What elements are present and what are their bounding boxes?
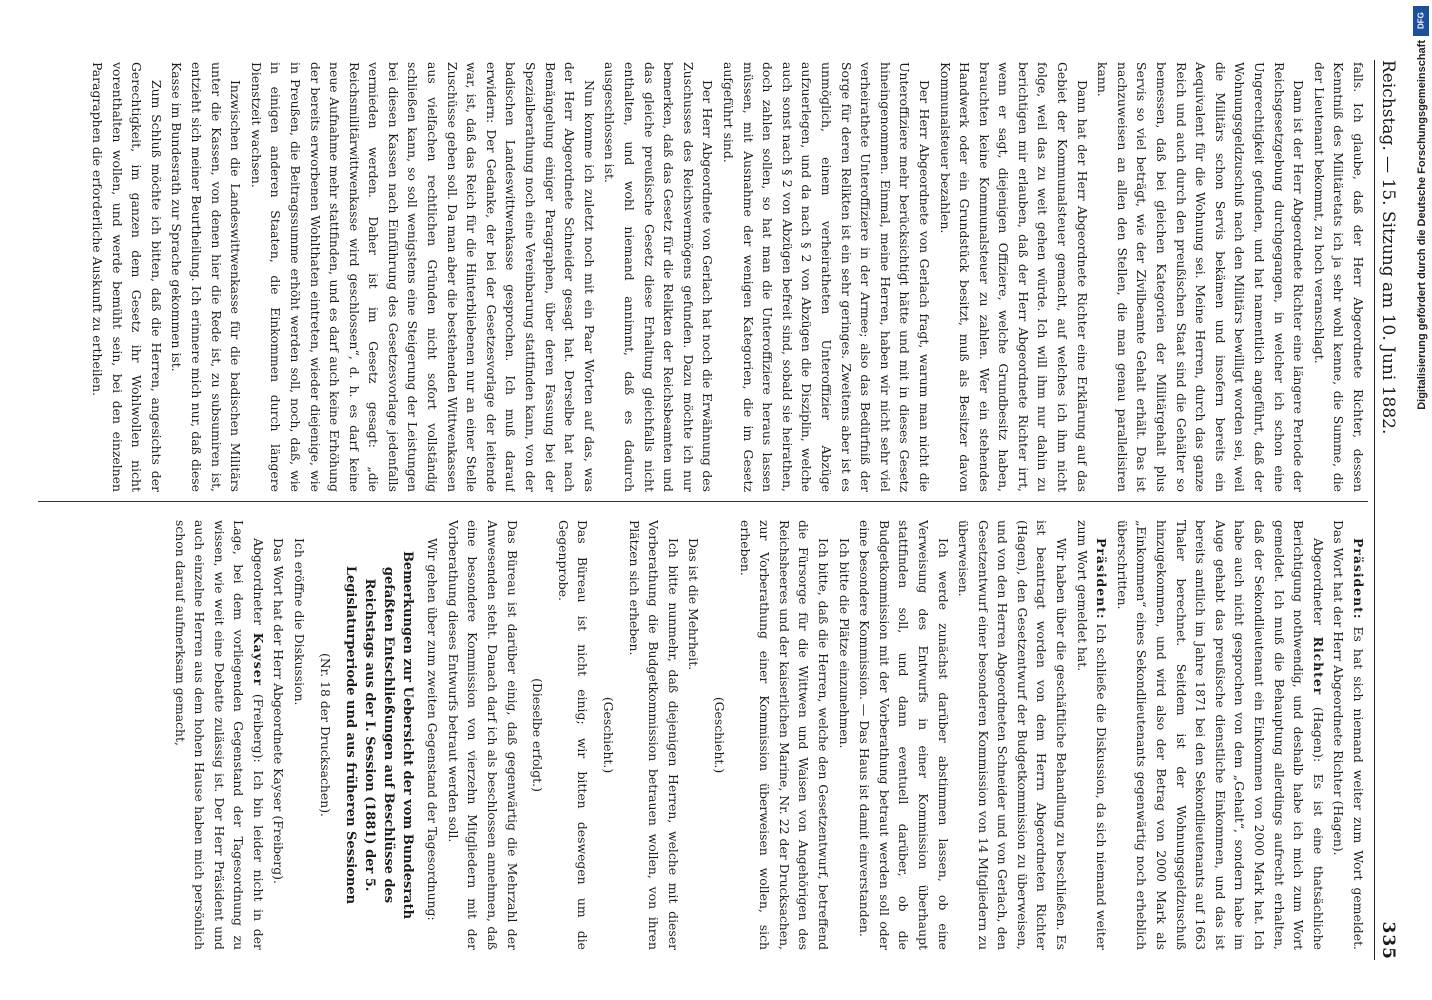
paragraph: Das Büreau ist nicht einig; wir bitten deswegen um die Gegenprobe. xyxy=(555,520,591,950)
running-title: Reichstag. — 15. Sitzung am 10. Juni 1882. xyxy=(1378,60,1398,435)
paragraph: Nun komme ich zuletzt noch mit ein Paar Worten auf das, was der Herr Abgeordnete Schneider gesagt hat. Derselbe hat nach Bemängelung einiger Paragraphen, über deren Fassung bei der Spezialberathung noch eine Vereinbarung stattfinden kann, von der badischen Landeswittwenkasse gesprochen. Ich muß darauf erwidern: Der Gedanke, der bei der Gesetzesvorlage der leitende war, ist, daß das Reich für die Hinterbliebenen nur an einer Stelle Zuschüsse geben soll. Da man aber die bestehenden Wittwenkassen aus vielfachen rechtlichen Gründen nicht sofort vollständig schließen kann, so soll wenigstens eine Steigerung der Leistungen bei diesen Kassen nach Einführung des Gesetzesvorlage jedenfalls vermieden werden. Daher ist im Gesetz gesagt: „die Reichsmilitärwittwenkasse wird geschlossen“, d. h. es darf keine neue Aufnahme mehr stattfinden, und es darf auch keine Erhöhung der bereits erworbenen Wohlthaten eintreten, wieder diejenige, wie in Preußen, die Beitragssumme erhöht werden soll, noch, daß, wie in einigen anderen Staaten, die Einkommen durch längere Dienstzeit wachsen. xyxy=(248,62,597,492)
statement-text: Ich schließe die Diskussion, da sich niemand weiter zum Wort gemeldet hat. xyxy=(1074,520,1110,950)
dfg-logo: DFG xyxy=(1413,6,1429,36)
left-text-column xyxy=(38,62,1368,492)
paragraph: Zum Schluß möchte ich bitten, daß die Herren, angesichts der Gerechtigkeit, im ganzen dem Gesetz ihr Wohlwollen nicht vorenthalten wollen, und werde bemüht sein, bei den einzelnen Paragraphen die erforderliche Auskunft zu ertheilen. xyxy=(90,62,164,492)
paragraph: Der Herr Abgeordnete von Gerlach hat noch die Erwähnung des Zuschusses des Reichsvermögens gefunden. Dazu möchte ich nur bemerken, daß das Gesetz für die Relikten der Reichsbeamten und das gleiche preußische Gesetz diese Erhaltung gleichfalls nicht enthalten, und wohl niemand annimmt, daß es dadurch ausgeschlossen ist. xyxy=(602,62,716,492)
paragraph: Das Wort hat der Herr Abgeordnete Kayser (Freiberg). xyxy=(271,538,287,884)
stage-direction: (Geschieht.) xyxy=(712,696,727,774)
right-text-column xyxy=(38,520,1368,950)
page-number: 335 xyxy=(1378,921,1398,960)
speaker-title: Abgeordneter xyxy=(1310,538,1326,626)
paragraph: Ich eröffne die Diskussion. xyxy=(292,538,308,706)
column-divider xyxy=(38,501,1368,502)
paragraph: Der Herr Abgeordnete von Gerlach fragt, warum man nicht die Unteroffiziere mehr berücksichtigt hätte und mit in dieses Gesetz hineingenommen. Einmal, meine Herren, haben wir nicht sehr viel verheirathete Unteroffiziere in der Armee; also das Bedürfniß der Sorge für deren Relikten ist ein sehr geringes. Zweitens aber ist es unmöglich, einem verheiratheten Unteroffizier Abzüge aufzuerlegen, und da nach § 2 von Abzügen die Disziplin, welche auch sonst nach § 2 von Abzügen befreit sind, sobald sie heirathen, doch zahlen sollen, so hat man die Unteroffiziere heraus lassen müssen, mit Ausnahme der wenigen Kategorien, die im Gesetz aufgeführt sind. xyxy=(721,62,932,492)
agenda-item-heading: Bemerkungen zur Uebersicht der vom Bundesrath gefaßten Entschließungen auf Beschlüsse des Reichstags aus der I. Session (1881) der 5. Legislaturperiode und aus früheren Sessionen xyxy=(342,550,415,920)
kayser-statement xyxy=(170,520,268,950)
paragraph: Wir gehen über zum zweiten Gegenstand der Tagesordnung: xyxy=(425,538,441,921)
statement-text: (Hagen): Es ist eine thatsächliche Berichtigung nothwendig, und deshalb habe ich mich zum Wort gemeldet. Ich muß die Behauptung allerdings aufrecht erhalten, daß der Sekondlieutenant ein Einkommen von 2000 Mark hat. Ich habe auch nicht gesprochen von dem „Gehalt“, sondern habe im Auge gehabt das preußische dienstliche Einkommen, und das ist bereits amtlich im Jahre 1871 bei den Sekondlieutenants auf 1663 Thaler berechnet. Seitdem ist der Wohnungsgeldzuschuß hinzugekommen, und wird also der Betrag von 2000 Mark als „Einkommen“ eines Sekondlieutenants gegenwärtig noch erheblich überschritten. xyxy=(1114,520,1326,950)
paragraph: Dann hat der Herr Abgeordnete Richter eine Erklärung auf das Gebiet der Kommunalsteuer gemacht, auf welches ich ihm nicht folge, weil das zu weit gehen würde. Ich will ihm nur dahin zu berichtigen mir erlauben, daß der Herr Abgeordnete Richter irrt, wenn er sagt, diejenigen Offiziere, welche Grundbesitz haben, brauchten keine Kommunalsteuer zu zahlen. Wer ein stehendes Handwerk oder ein Grundstück besitzt, muß als Besitzer davon Kommunalsteuer bezahlen. xyxy=(937,62,1090,492)
stage-direction: (Dieselbe erfolgt.) xyxy=(530,678,546,792)
page-header xyxy=(1374,60,1406,960)
president-statement xyxy=(1072,520,1111,950)
paragraph: Ich bitte nunmehr, daß diejenigen Herren, welche mit dieser Vorberathung die Budgetkommission betrauen wollen, von ihren Plätzen sich erheben. xyxy=(626,520,681,950)
agenda-item-reference: (Nr. 18 der Drucksachen). xyxy=(317,653,333,817)
scanned-document-page xyxy=(12,0,1412,1000)
paragraph: Das Büreau ist darüber einig, daß gegenwärtig die Mehrzahl der Anwesenden steht. Danach darf ich als beschlossen annehmen, daß eine besondere Kommission von vierzehn Mitgliedern mit der Vorberathung dieses Entwurfs betraut werden soll. xyxy=(445,520,520,950)
speaker-name: Präsident: xyxy=(1094,538,1110,620)
paragraph: Das ist die Mehrheit. xyxy=(686,538,702,671)
paragraph: Dann ist der Herr Abgeordnete Richter eine längere Periode der Reichsgesetzgebung durchgegangen, in welcher ich schon eine Ungerechtigkeit gefunden, und hat namentlich angeführt, daß der Wohnungsgeldzuschuß nach den Militärs bewilligt worden sei, weil die Militärs schon Servis bekämen und insofern bereits ein Aequivalent für die Wohnung sei. Meine Herren, durch das ganze Reich und auch durch den preußischen Staat sind die Gehälter so bemessen, daß bei gleichen Kategorien der Militärgehalt plus Servis so viel beträgt, wie der Zivilbeamte Gehalt erhält. Das ist nachzuweisen an allen den Stellen, die man genau parallelisiren kann. xyxy=(1095,62,1307,492)
watermark-text: Digitalisierung gefördert durch die Deutsche Forschungsgemeinschaft xyxy=(1416,40,1428,410)
richter-statement xyxy=(1112,520,1328,950)
speaker-title: Abgeordneter xyxy=(250,538,266,626)
paragraph: Ich werde zunächst darüber abstimmen lassen, ob eine Verweisung des Entwurfs in einer Kommission überhaupt stattfinden soll, und dann eventuell darüber, ob die Budgetkommission mit der Vorberathung betraut werden soll oder eine besondere Kommission. — Das Haus ist damit einverstanden. xyxy=(857,520,951,950)
president-statement xyxy=(1329,520,1368,950)
statement-text: (Freiberg): Ich bin leider nicht in der Lage, bei dem vorliegenden Gegenstand der Tagesordnung zu wissen, wie weit eine Debatte zulässig ist. Der Herr Präsident und auch einzelne Herren aus dem hohen Hause haben mich persönlich schon darauf aufmerksam gemacht, xyxy=(172,520,266,950)
digitization-watermark xyxy=(1412,40,1432,960)
speaker-name: Präsident: xyxy=(1351,538,1366,620)
paragraph: Ich bitte, daß die Herren, welche den Gesetzentwurf, betreffend die Fürsorge für die Wittwen und Waisen von Angehörigen des Reichsheeres und der kaiserlichen Marine, Nr. 22 der Drucksachen, zur Vorberathung einer Kommission überweisen wollen, sich erheben. xyxy=(737,520,831,950)
statement-text: Es hat sich niemand weiter zum Wort gemeldet. Das Wort hat der Herr Abgeordnete Richter (Hagen). xyxy=(1331,520,1366,950)
paragraph: Inzwischen die Landeswittwenkasse für die badischen Militärs unter die Kassen, von denen hier die Rede ist, zu subsumiren ist, entzieht sich meiner Beurtheilung. Ich erinnere mich nur, daß diese Kasse im Bundesrath zur Sprache gekommen ist. xyxy=(169,62,244,492)
paragraph: Ich bitte die Plätze einzunehmen. xyxy=(836,538,852,749)
speaker-name: Richter xyxy=(1310,636,1326,696)
speaker-name: Kayser xyxy=(250,632,266,687)
paragraph: falls. Ich glaube, daß der Herr Abgeordnete Richter, dessen Kenntniß des Militäretats ich ja sehr wohl kenne, die Summe, die der Lieutenant bekommt, zu hoch veranschlagt. xyxy=(1311,62,1366,492)
stage-direction: (Geschieht.) xyxy=(601,696,617,774)
paragraph: Wir haben über die geschäftliche Behandlung zu beschließen. Es ist beantragt worden von dem Herrn Abgeordneten Richter (Hagen), den Gesetzentwurf der Budgetkommission zu überweisen, und von den Herren Abgeordneten Schneider und von Gerlach, den Gesetzentwurf einer besonderen Kommission von 14 Mitgliedern zu überweisen. xyxy=(956,520,1070,950)
